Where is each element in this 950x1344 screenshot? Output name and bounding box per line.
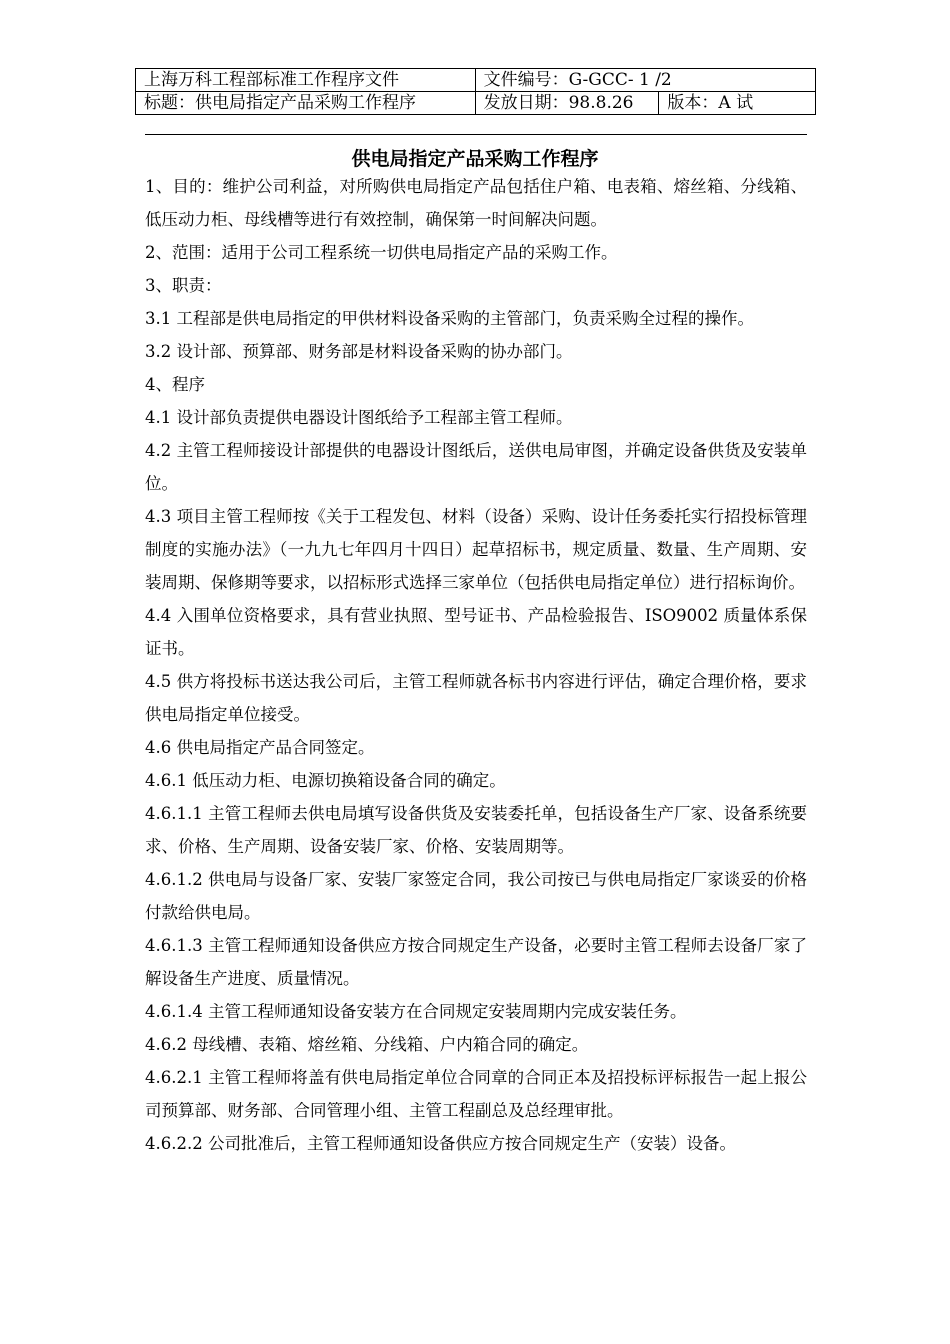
header-row-1: [136, 69, 816, 92]
paragraph: 4.3 项目主管工程师按《关于工程发包、材料（设备）采购、设计任务委托实行招投标管理制度的实施办法》（一九九七年四月十四日）起草招标书，规定质量、数量、生产周期、安装周期、保修期等要求，以招标形式选择三家单位（包括供电局指定单位）进行招标询价。: [145, 507, 807, 592]
paragraph: 4.1 设计部负责提供电器设计图纸给予工程部主管工程师。: [145, 408, 573, 427]
paragraph: 4、程序: [145, 375, 205, 394]
document-header-table: [135, 68, 816, 115]
doc-number: 文件编号：G-GCC- 1 /2: [475, 69, 815, 92]
paragraph: 3.2 设计部、预算部、财务部是材料设备采购的协办部门。: [145, 342, 573, 361]
document-body: [145, 170, 807, 1160]
paragraph: 4.6.1 低压动力柜、电源切换箱设备合同的确定。: [145, 771, 506, 790]
paragraph: 4.6.1.3 主管工程师通知设备供应方按合同规定生产设备，必要时主管工程师去设备厂家了解设备生产进度、质量情况。: [145, 936, 807, 988]
paragraph: 4.5 供方将投标书送达我公司后，主管工程师就各标书内容进行评估，确定合理价格，要求供电局指定单位接受。: [145, 672, 807, 724]
header-divider: [145, 134, 807, 135]
paragraph: 4.6.2 母线槽、表箱、熔丝箱、分线箱、户内箱合同的确定。: [145, 1035, 589, 1054]
version: 版本：A 试: [659, 92, 816, 115]
paragraph: 1、目的：维护公司利益，对所购供电局指定产品包括住户箱、电表箱、熔丝箱、分线箱、低压动力柜、母线槽等进行有效控制，确保第一时间解决问题。: [145, 177, 807, 229]
paragraph: 4.4 入围单位资格要求，具有营业执照、型号证书、产品检验报告、ISO9002 质量体系保证书。: [145, 606, 807, 658]
paragraph: 3.1 工程部是供电局指定的甲供材料设备采购的主管部门，负责采购全过程的操作。: [145, 309, 754, 328]
paragraph: 2、范围：适用于公司工程系统一切供电局指定产品的采购工作。: [145, 243, 618, 262]
doc-title-label: 标题：供电局指定产品采购工作程序: [136, 92, 476, 115]
paragraph: 4.6.1.2 供电局与设备厂家、安装厂家签定合同，我公司按已与供电局指定厂家谈妥的价格付款给供电局。: [145, 870, 807, 922]
paragraph: 4.2 主管工程师接设计部提供的电器设计图纸后，送供电局审图，并确定设备供货及安装单位。: [145, 441, 807, 493]
paragraph: 3、职责：: [145, 276, 222, 295]
issue-date: 发放日期：98.8.26: [475, 92, 659, 115]
paragraph: 4.6.1.4 主管工程师通知设备安装方在合同规定安装周期内完成安装任务。: [145, 1002, 687, 1021]
header-row-2: [136, 92, 816, 115]
paragraph: 4.6.2.2 公司批准后，主管工程师通知设备供应方按合同规定生产（安装）设备。: [145, 1134, 736, 1153]
document-title: 供电局指定产品采购工作程序: [351, 148, 599, 170]
paragraph: 4.6 供电局指定产品合同签定。: [145, 738, 375, 757]
paragraph: 4.6.1.1 主管工程师去供电局填写设备供货及安装委托单，包括设备生产厂家、设备系统要求、价格、生产周期、设备安装厂家、价格、安装周期等。: [145, 804, 807, 856]
paragraph: 4.6.2.1 主管工程师将盖有供电局指定单位合同章的合同正本及招投标评标报告一起上报公司预算部、财务部、合同管理小组、主管工程副总及总经理审批。: [145, 1068, 807, 1120]
company-doc-label: 上海万科工程部标准工作程序文件: [136, 69, 476, 92]
